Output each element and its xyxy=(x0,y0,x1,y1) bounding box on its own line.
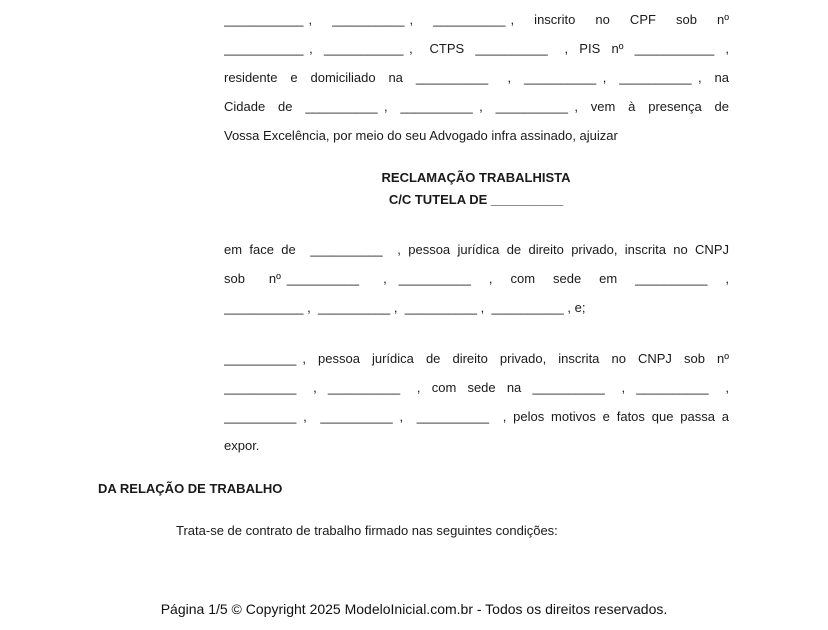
qualification-paragraph xyxy=(224,5,729,150)
paragraph-line: ___________ , __________ , __________ , inscrito no CPF sob nº xyxy=(224,12,729,27)
document-subtitle: C/C TUTELA DE __________ xyxy=(388,192,564,207)
paragraph-line: residente e domiciliado na __________ , __________ , __________ , na xyxy=(224,70,729,85)
paragraph-line: expor. xyxy=(224,438,260,453)
paragraph-line: em face de __________ , pessoa jurídica de direito privado, inscrita no CNPJ xyxy=(224,242,729,257)
section-heading: DA RELAÇÃO DE TRABALHO xyxy=(98,481,283,496)
paragraph-line: sob nº __________ , __________ , com sede em __________ , xyxy=(224,271,729,286)
defendant-1-paragraph xyxy=(224,235,729,322)
section-intro-text: Trata-se de contrato de trabalho firmado nas seguintes condições: xyxy=(176,523,558,538)
paragraph-line: ___________ , ___________ , CTPS __________ , PIS nº ___________ , xyxy=(224,41,729,56)
paragraph-line: Cidade de __________ , __________ , __________ , vem à presença de xyxy=(224,99,729,114)
paragraph-line: __________ , pessoa jurídica de direito privado, inscrita no CNPJ sob nº xyxy=(224,351,729,366)
paragraph-line: Vossa Excelência, por meio do seu Advogado infra assinado, ajuizar xyxy=(224,128,618,143)
paragraph-line: __________ , __________ , com sede na __________ , __________ , xyxy=(224,380,729,395)
paragraph-line: ___________ , __________ , __________ , __________ , e; xyxy=(224,300,586,315)
defendant-2-paragraph xyxy=(224,344,729,460)
page-footer: Página 1/5 © Copyright 2025 ModeloInicial.com.br - Todos os direitos reservados. xyxy=(160,601,668,617)
paragraph-line: __________ , __________ , __________ , pelos motivos e fatos que passa a xyxy=(224,409,729,424)
document-title: RECLAMAÇÃO TRABALHISTA xyxy=(381,170,571,185)
